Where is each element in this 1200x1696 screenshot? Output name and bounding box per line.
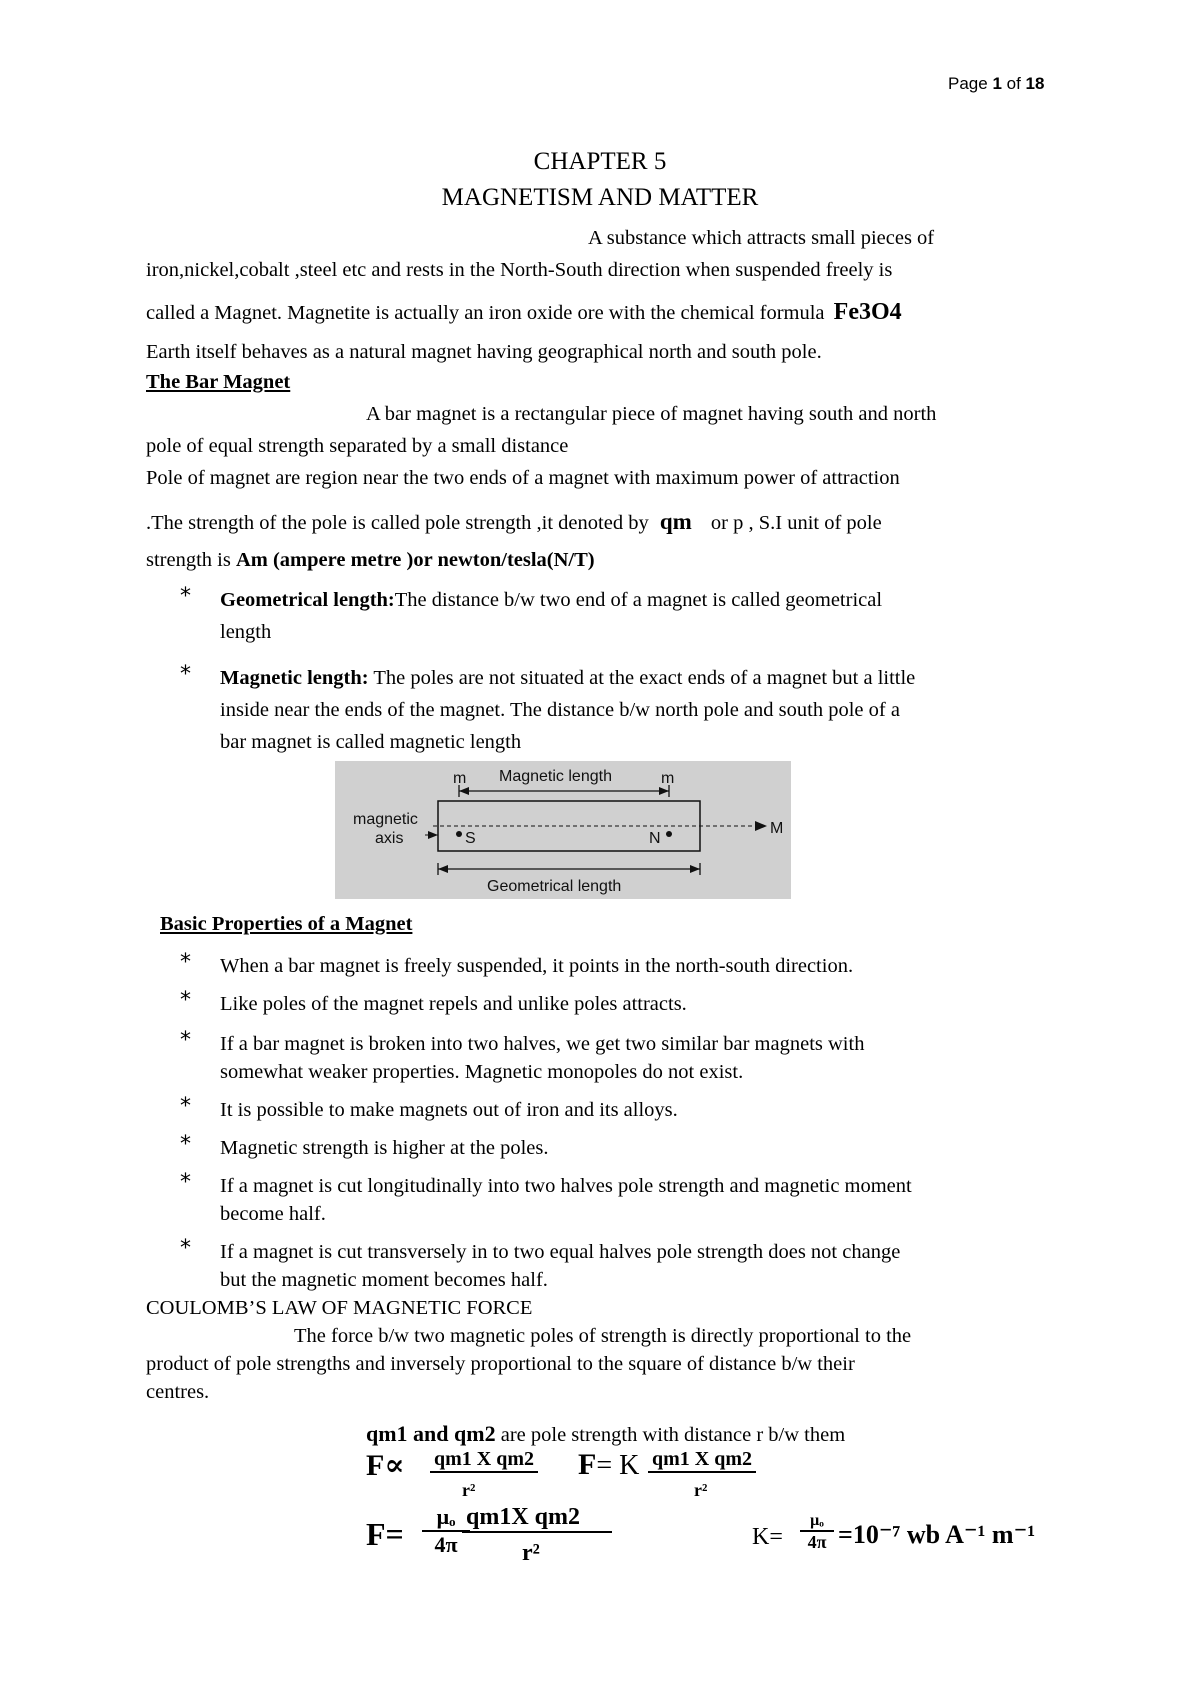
south-pole-label: S <box>465 830 476 847</box>
m-left-label: m <box>453 770 467 787</box>
list-item: Magnetic strength is higher at the poles. <box>220 1137 549 1159</box>
constant-k-label: K= <box>752 1524 783 1550</box>
fraction-numerator: qm1X qm2 <box>462 1504 612 1533</box>
list-item-continued: become half. <box>220 1203 326 1225</box>
intro-line: A substance which attracts small pieces of <box>588 227 935 249</box>
north-pole-label: N <box>649 830 661 847</box>
formula-force: F= <box>366 1516 404 1552</box>
m-right-label: m <box>661 770 675 787</box>
fraction-denominator: r² <box>694 1480 708 1500</box>
paragraph-line: A bar magnet is a rectangular piece of magnet having south and north <box>366 403 937 425</box>
list-item: If a magnet is cut transversely in to two equal halves pole strength does not change <box>220 1241 901 1263</box>
paragraph-line: The force b/w two magnetic poles of strength is directly proportional to the <box>294 1325 912 1347</box>
intro-line: Earth itself behaves as a natural magnet having geographical north and south pole. <box>146 341 822 363</box>
paragraph-line: product of pole strengths and inversely proportional to the square of distance b/w their <box>146 1353 855 1375</box>
fraction-denominator: r² <box>462 1480 476 1500</box>
intro-line: iron,nickel,cobalt ,steel etc and rests in the North-South direction when suspended freely is <box>146 259 893 281</box>
bullet-asterisk-icon: * <box>180 1170 191 1195</box>
magnetic-length-label: Magnetic length <box>499 768 612 785</box>
list-item: Magnetic length: The poles are not situated at the exact ends of a magnet but a little <box>220 667 916 689</box>
magnetic-moment-label: M <box>770 820 784 837</box>
paragraph-line: .The strength of the pole is called pole strength ,it denoted by qm or p , S.I unit of pole <box>146 509 882 534</box>
bullet-asterisk-icon: * <box>180 1132 191 1157</box>
list-item: If a magnet is cut longitudinally into two halves pole strength and magnetic moment <box>220 1175 912 1197</box>
list-item-continued: somewhat weaker properties. Magnetic monopoles do not exist. <box>220 1061 744 1083</box>
intro-line: called a Magnet. Magnetite is actually an iron oxide ore with the chemical formula Fe3O4 <box>146 299 902 325</box>
bullet-asterisk-icon: * <box>180 584 191 609</box>
bullet-asterisk-icon: * <box>180 1236 191 1261</box>
bar-magnet-diagram <box>335 761 791 899</box>
bullet-asterisk-icon: * <box>180 1028 191 1053</box>
section-heading-coulomb: COULOMB’S LAW OF MAGNETIC FORCE <box>146 1297 533 1319</box>
fraction-numerator: qm1 X qm2 <box>648 1448 756 1473</box>
paragraph-line: pole of equal strength separated by a small distance <box>146 435 569 457</box>
page-number: Page 1 of 18 <box>948 74 1045 93</box>
constant-k-value: =10⁻⁷ wb A⁻¹ m⁻¹ <box>838 1520 1036 1549</box>
mu-over-4pi: μₒ 4π <box>422 1504 470 1558</box>
pole-strength-line: qm1 and qm2 are pole strength with distance r b/w them <box>366 1421 846 1446</box>
paragraph-line: Pole of magnet are region near the two ends of a magnet with maximum power of attraction <box>146 467 900 489</box>
paragraph-line: strength is Am (ampere metre )or newton/tesla(N/T) <box>146 549 595 571</box>
chapter-heading: CHAPTER 5 <box>533 148 667 175</box>
list-item: Like poles of the magnet repels and unlike poles attracts. <box>220 993 687 1015</box>
magnetic-axis-label: magnetic <box>353 811 418 828</box>
bullet-asterisk-icon: * <box>180 988 191 1013</box>
mu-over-4pi: μₒ 4π <box>800 1512 834 1553</box>
list-item-continued: but the magnetic moment becomes half. <box>220 1269 548 1291</box>
geometrical-length-label: Geometrical length <box>487 878 622 895</box>
section-heading-properties: Basic Properties of a Magnet <box>160 913 413 935</box>
pole-strength-symbol: qm <box>659 509 692 534</box>
list-item: If a bar magnet is broken into two halves, we get two similar bar magnets with <box>220 1033 865 1055</box>
list-item: It is possible to make magnets out of iron and its alloys. <box>220 1099 678 1121</box>
south-pole-dot <box>456 831 462 837</box>
north-pole-dot <box>666 831 672 837</box>
page-title: MAGNETISM AND MATTER <box>441 184 759 211</box>
fraction-numerator: qm1 X qm2 <box>430 1448 538 1473</box>
list-item-continued: bar magnet is called magnetic length <box>220 731 522 753</box>
list-item: When a bar magnet is freely suspended, it points in the north-south direction. <box>220 955 854 977</box>
fraction-denominator: r² <box>522 1540 540 1566</box>
list-item-continued: length <box>220 621 272 643</box>
formula-proportional: F∝ <box>366 1449 405 1482</box>
bullet-asterisk-icon: * <box>180 950 191 975</box>
bullet-asterisk-icon: * <box>180 662 191 687</box>
bullet-asterisk-icon: * <box>180 1094 191 1119</box>
list-item: Geometrical length:The distance b/w two end of a magnet is called geometrical <box>220 589 883 611</box>
formula-constant: F= K <box>578 1448 640 1481</box>
list-item-continued: inside near the ends of the magnet. The distance b/w north pole and south pole of a <box>220 699 900 721</box>
chemical-formula: Fe3O4 <box>833 299 902 325</box>
section-heading-bar-magnet: The Bar Magnet <box>146 371 291 393</box>
paragraph-line: centres. <box>146 1381 210 1403</box>
magnetic-axis-label: axis <box>375 830 404 847</box>
